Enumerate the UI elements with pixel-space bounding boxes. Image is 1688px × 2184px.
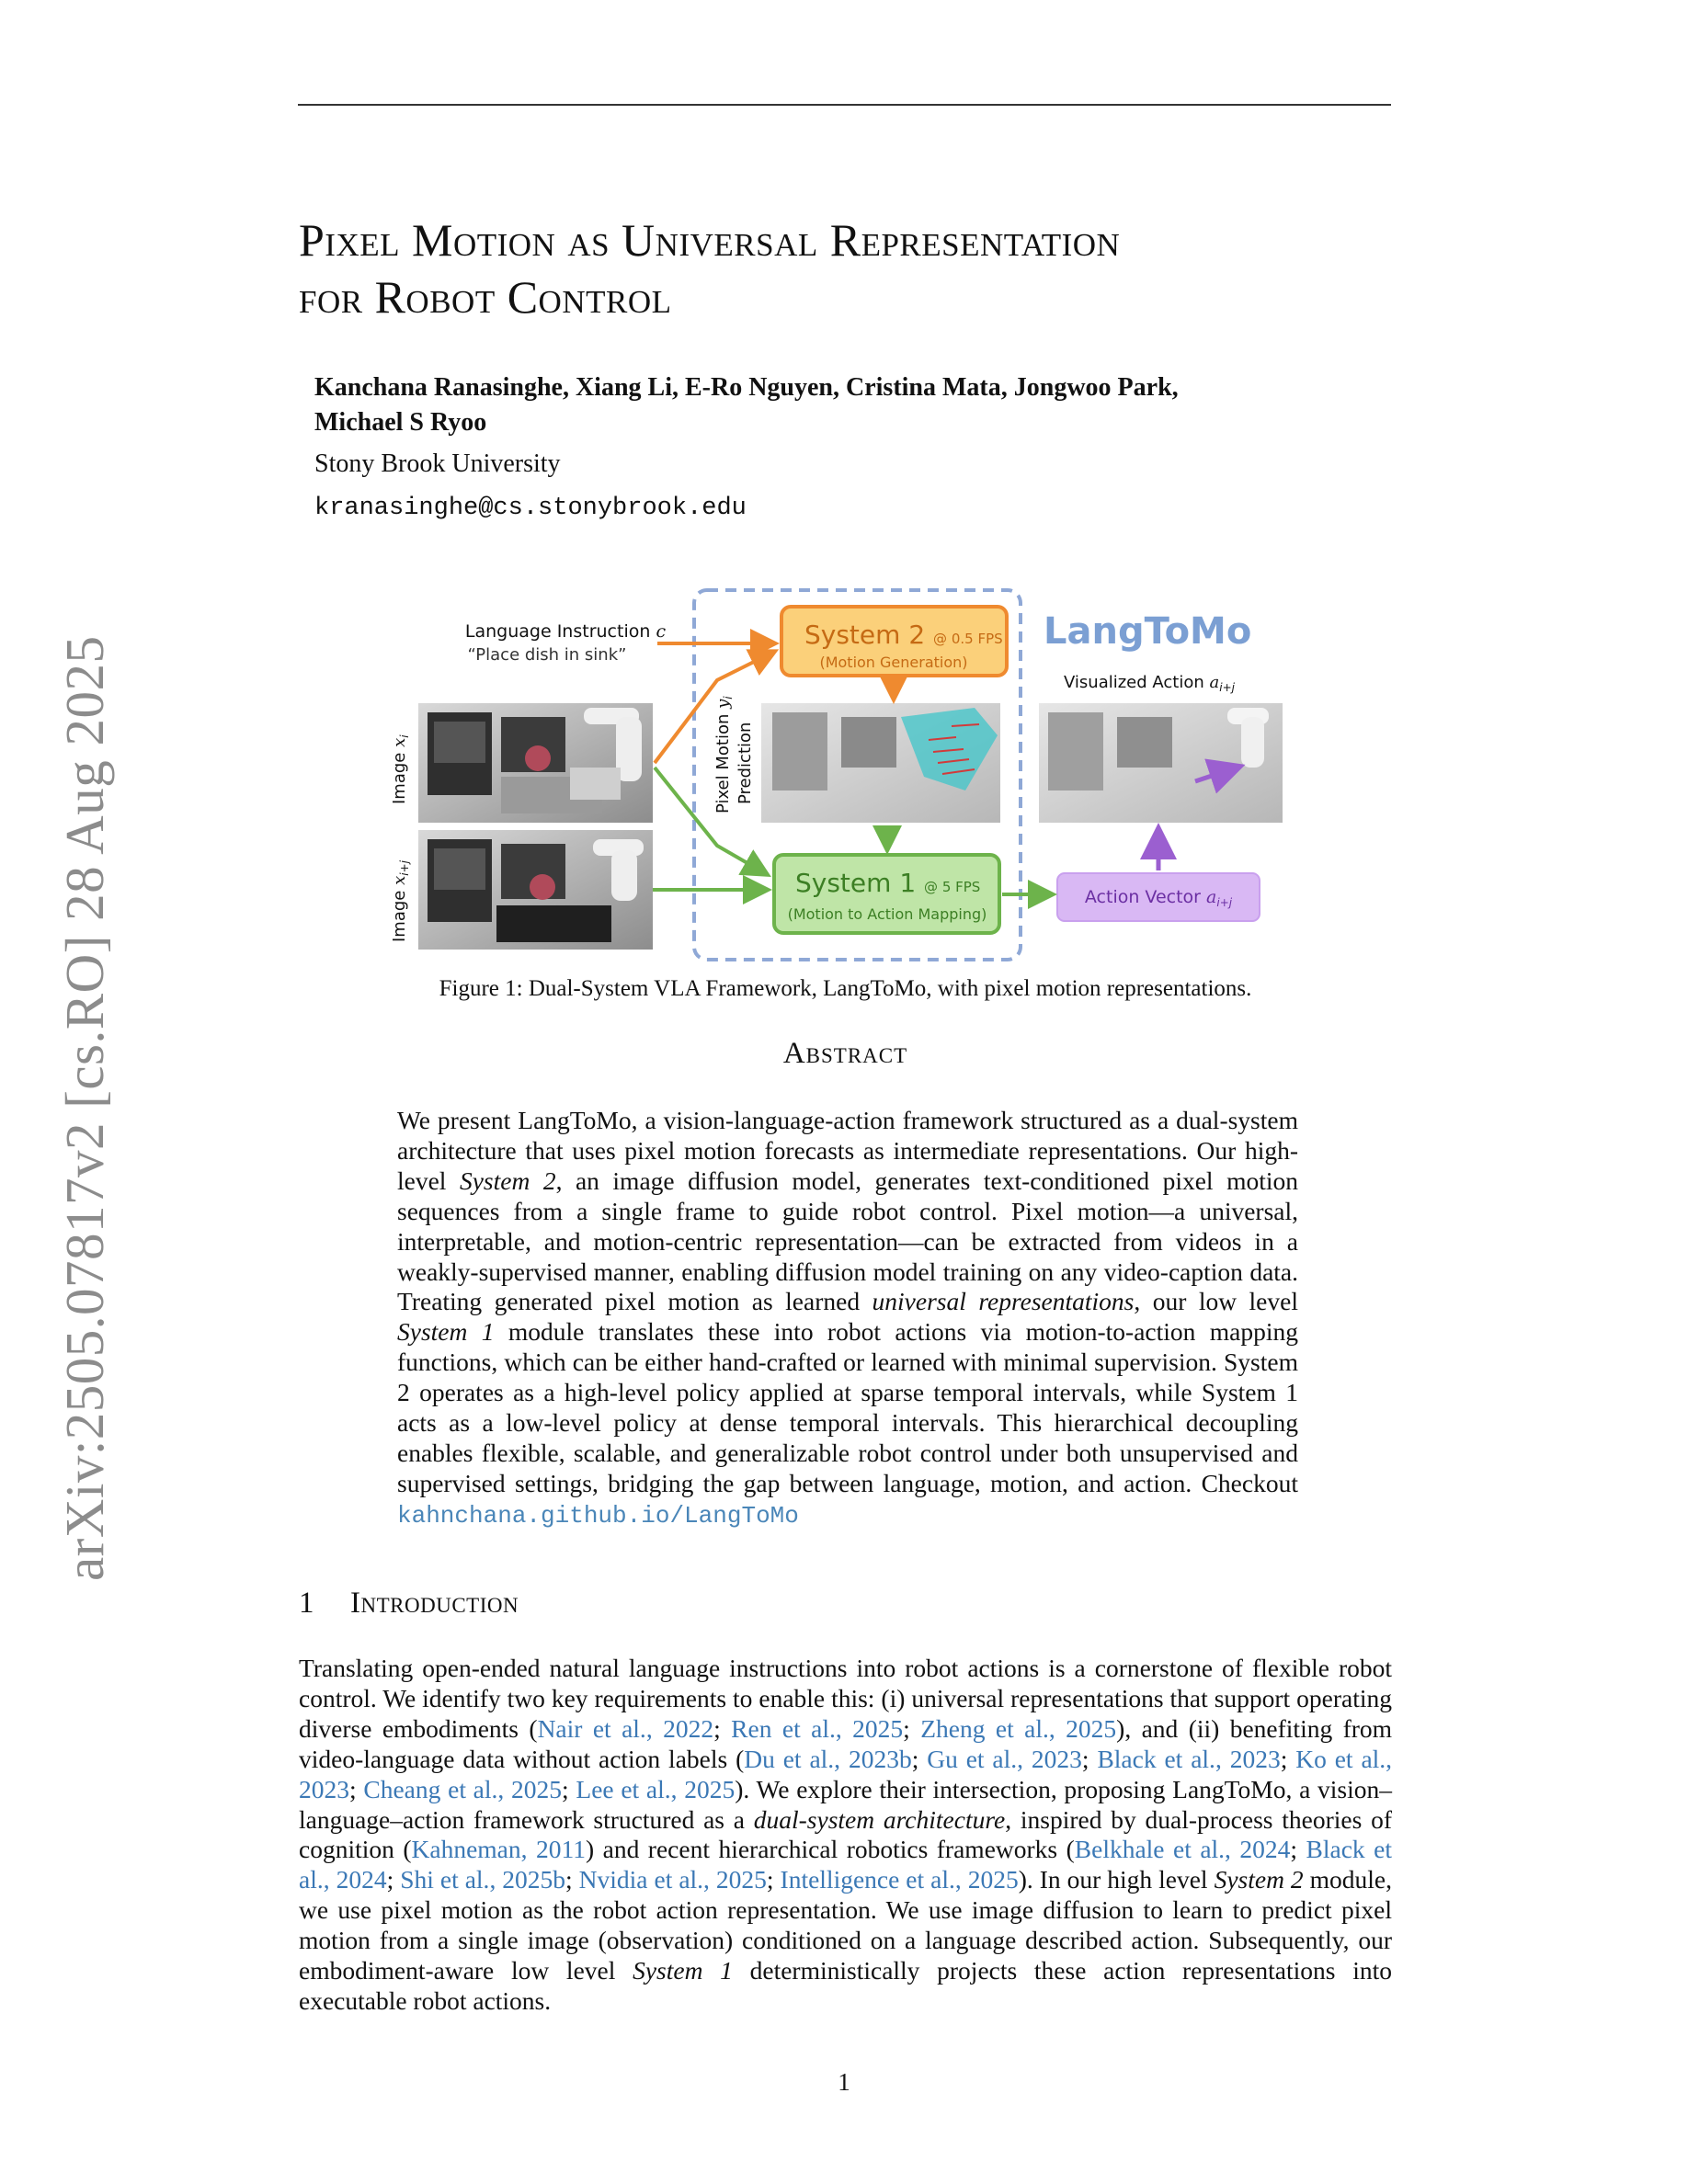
language-instruction-label: Language Instruction c (464, 621, 667, 642)
arxiv-stamp: arXiv:2505.07817v2 [cs.RO] 28 Aug 2025 (54, 635, 115, 1581)
citation-link[interactable]: Shi et al., 2025b (400, 1865, 566, 1894)
abstract-heading: Abstract (782, 1037, 908, 1070)
image-xij (418, 830, 653, 950)
citation-link[interactable]: Intelligence et al., 2025 (780, 1865, 1019, 1894)
image-xi (418, 703, 653, 823)
author-email: kranasinghe@cs.stonybrook.edu (314, 495, 747, 522)
abstract-body: We present LangToMo, a vision-language-action framework structured as a dual-system architecture that uses pixel motion forecasts as intermediate representations. Our high-level System 2, an image diffusion model, generates text-conditioned pixel motion sequences from a single frame to guide robot control. Pixel motion—a universal, interpretable, and motion-centric representation—can be extracted from videos in a weakly-supervised manner, enabling diffusion model training on any video-caption data. Treating generated pixel motion as learned universal representations, our low level System 1 module translates these into robot actions via motion-to-action mapping functions, which can be either hand-crafted or learned with minimal supervision. System 2 operates as a high-level policy applied at sparse temporal intervals, while System 1 acts as a low-level policy at dense temporal intervals. This hierarchical decoupling enables flexible, scalable, and generalizable robot control under both unsupervised and supervised settings, bridging the gap between language, motion, and action. Checkout kahnchana.github.io/LangToMo (397, 1106, 1298, 1530)
svg-text:Action Vector ai+j: Action Vector $a_{i+j}$ (1084, 887, 1233, 909)
visualized-action-label: Visualized Action $a_{i+j}$ (1064, 673, 1235, 694)
citation-link[interactable]: Lee et al., 2025 (576, 1774, 736, 1803)
citation-link[interactable]: Ko et al., 2023 (299, 1744, 1393, 1803)
paper-title (299, 211, 1402, 325)
system-1-fps: @ 5 FPS (924, 879, 981, 895)
citation-link[interactable]: Nvidia et al., 2025 (578, 1865, 767, 1894)
system-1-title: System 1 (795, 868, 917, 898)
citation-link[interactable]: Nair et al., 2022 (537, 1713, 714, 1743)
citation-link[interactable]: Ren et al., 2025 (731, 1713, 904, 1743)
author-list (314, 370, 1326, 440)
pixel-motion-label-2: Prediction (736, 722, 755, 804)
authors-line-2: Michael S Ryoo (314, 408, 487, 437)
system-2-box (781, 607, 1007, 676)
citation-link[interactable]: Cheang et al., 2025 (363, 1774, 563, 1803)
section-title: Introduction (350, 1587, 519, 1620)
figure-1-diagram (386, 579, 1306, 965)
project-link[interactable]: kahnchana.github.io/LangToMo (397, 1501, 799, 1530)
visualized-action-image (1039, 703, 1283, 823)
section-number: 1 (299, 1587, 314, 1620)
pixel-motion-image (761, 703, 1000, 823)
authors-line-1: Kanchana Ranasinghe, Xiang Li, E-Ro Nguyen, Cristina Mata, Jongwoo Park, (314, 373, 1179, 402)
citation-link[interactable]: Zheng et al., 2025 (920, 1713, 1117, 1743)
introduction-paragraph: Translating open-ended natural language instructions into robot actions is a cornerstone of flexible robot control. We identify two key requirements to enable this: (i) universal representations that support operating diverse embodiments (Nair et al., 2022; Ren et al., 2025; Zheng et al., 2025), and (ii) benefiting from video-language data without action labels (Du et al., 2023b; Gu et al., 2023; Black et al., 2023; Ko et al., 2023; Cheang et al., 2025; Lee et al., 2025). We explore their intersection, proposing LangToMo, a vision–language–action framework structured as a dual-system architecture, inspired by dual-process theories of cognition (Kahneman, 2011) and recent hierarchical robotics frameworks (Belkhale et al., 2024; Black et al., 2024; Shi et al., 2025b; Nvidia et al., 2025; Intelligence et al., 2025). In our high level System 2 module, we use pixel motion as the robot action representation. We use image diffusion to learn to predict pixel motion from a single image (observation) conditioned on a language described action. Subsequently, our embodiment-aware low level System 1 deterministically projects these action representations into executable robot actions. (299, 1654, 1393, 2015)
page-number: 1 (838, 2068, 850, 2096)
affiliation: Stony Brook University (314, 449, 561, 478)
citation-link[interactable]: Gu et al., 2023 (927, 1744, 1082, 1773)
system-2-subtitle: (Motion Generation) (819, 654, 968, 671)
system-2-fps: @ 0.5 FPS (933, 631, 1003, 647)
system-1-subtitle: (Motion to Action Mapping) (787, 905, 987, 923)
pixel-motion-label: Pixel Motion $y_i$ (713, 696, 735, 813)
title-line-2: for Robot Control (299, 271, 672, 323)
header-rule (298, 104, 1391, 106)
citation-link[interactable]: Black et al., 2023 (1097, 1744, 1281, 1773)
system-2-title: System 2 (804, 620, 926, 650)
citation-link[interactable]: Kahneman, 2011 (411, 1835, 586, 1864)
figure-1-caption: Figure 1: Dual-System VLA Framework, LangToMo, with pixel motion representations. (439, 976, 1252, 1001)
image-xij-label: Image $x_{i+j}$ (390, 860, 411, 942)
action-vector-box (1057, 873, 1260, 921)
title-line-1: Pixel Motion as Universal Representation (299, 214, 1121, 266)
citation-link[interactable]: Du et al., 2023b (744, 1744, 912, 1773)
citation-link[interactable]: Belkhale et al., 2024 (1074, 1835, 1291, 1864)
system-1-box (774, 855, 999, 933)
langtomo-logo: LangToMo (1044, 610, 1252, 653)
citation-link[interactable]: Black et al., 2024 (299, 1835, 1393, 1894)
language-instruction-quote: “Place dish in sink” (467, 645, 627, 665)
section-heading-introduction (299, 1587, 519, 1621)
image-xi-label: Image $x_i$ (390, 734, 411, 804)
